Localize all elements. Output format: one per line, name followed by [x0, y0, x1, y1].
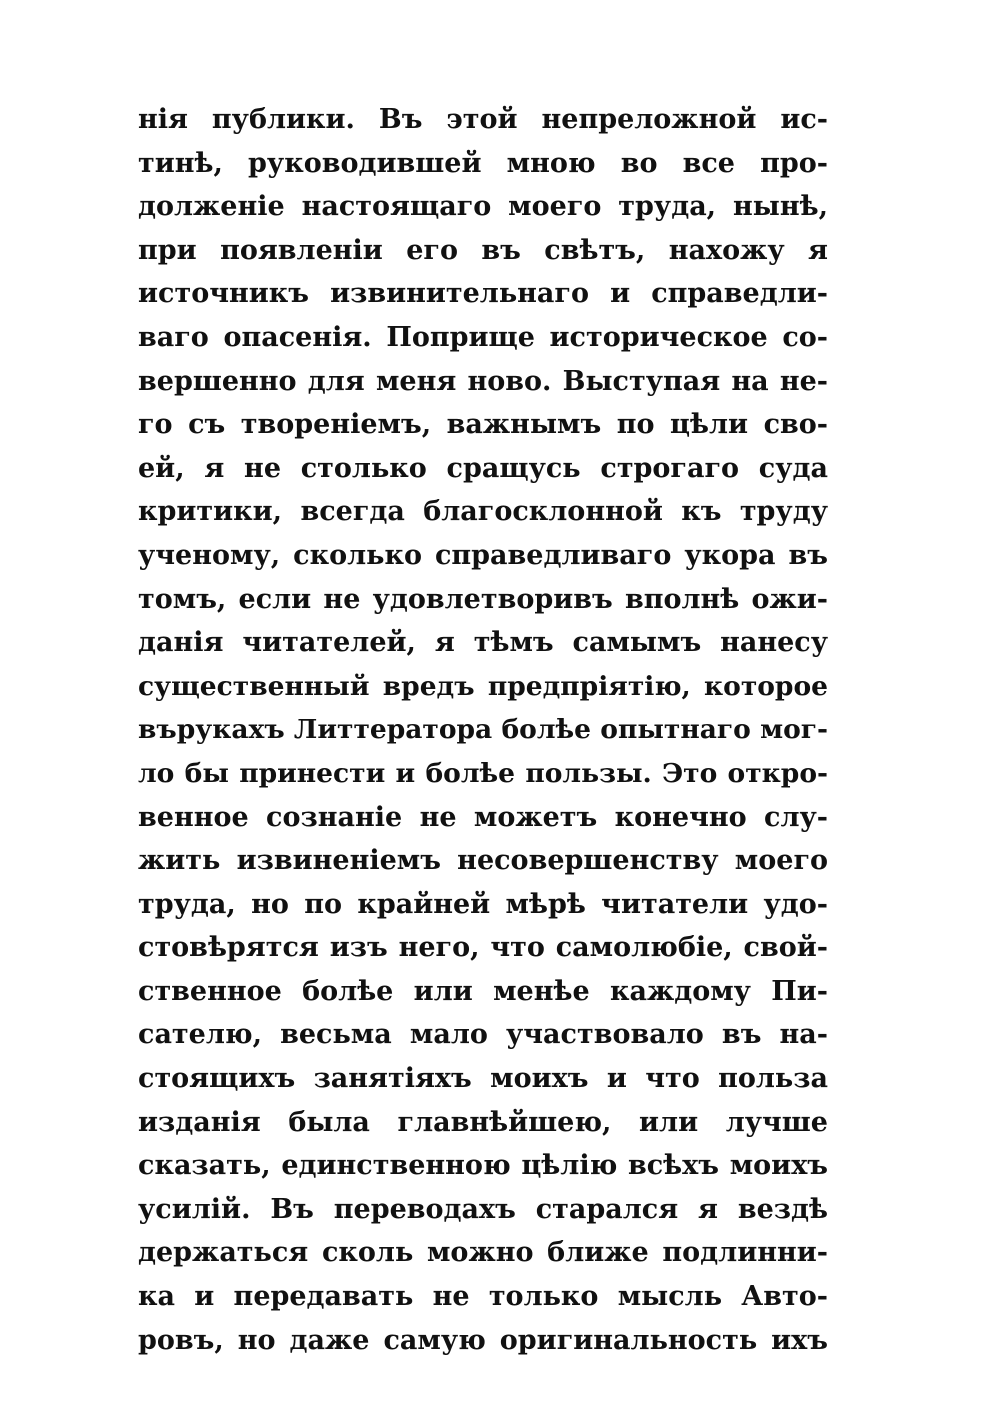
text-line: ло бы принести и болѣе пользы. Это откро- [138, 757, 828, 789]
text-line: ученому, сколько справедливаго укора въ [138, 539, 828, 571]
text-line: критики, всегда благосклонной къ труду [138, 496, 828, 528]
text-line: върукахъ Литтератора болѣе опытнаго мог- [138, 714, 828, 746]
text-line: изданія была главнѣйшею, или лучше [138, 1106, 828, 1138]
text-line: при появленіи его въ свѣтъ, нахожу я [138, 234, 828, 266]
text-line: нія публики. Въ этой непреложной ис- [138, 104, 828, 135]
text-line: держаться сколь можно ближе подлинни- [138, 1237, 828, 1269]
text-line: ваго опасенія. Поприще историческое со- [138, 321, 828, 353]
text-line: труда, но по крайней мѣрѣ читатели удо- [138, 888, 828, 920]
text-line: го съ твореніемъ, важнымъ по цѣли сво- [138, 409, 828, 441]
text-line: сателю, весьма мало участвовало въ на- [138, 1019, 828, 1051]
text-line: ей, я не столько сращусь строгаго суда [138, 452, 828, 484]
body-text [138, 98, 828, 1362]
text-line: усилій. Въ переводахъ старался я вездѣ [138, 1193, 828, 1225]
text-line: существенный вредъ предпріятію, которое [138, 670, 828, 702]
text-line: сказать, единственною цѣлію всѣхъ моихъ [138, 1150, 828, 1182]
text-line: жить извиненіемъ несовершенству моего [138, 845, 828, 877]
text-line: тинѣ, руководившей мною во все про- [138, 147, 828, 179]
text-line: вершенно для меня ново. Выступая на не- [138, 365, 828, 397]
text-line: венное сознаніе не можетъ конечно слу- [138, 801, 828, 833]
text-line: ка и передавать не только мысль Авто- [138, 1281, 828, 1313]
text-line: долженіе настоящаго моего труда, нынѣ, [138, 191, 828, 223]
text-line: ровъ, но даже самую оригинальность ихъ [138, 1324, 828, 1356]
text-line: томъ, если не удовлетворивъ вполнѣ ожи- [138, 583, 828, 615]
text-line: стоящихъ занятіяхъ моихъ и что польза [138, 1063, 828, 1095]
text-line: источникъ извинительнаго и справедли- [138, 278, 828, 310]
text-line: данія читателей, я тѣмъ самымъ нанесу [138, 627, 828, 659]
text-line: стовѣрятся изъ него, что самолюбіе, свой- [138, 932, 828, 964]
text-line: ственное болѣе или менѣе каждому Пи- [138, 975, 828, 1007]
